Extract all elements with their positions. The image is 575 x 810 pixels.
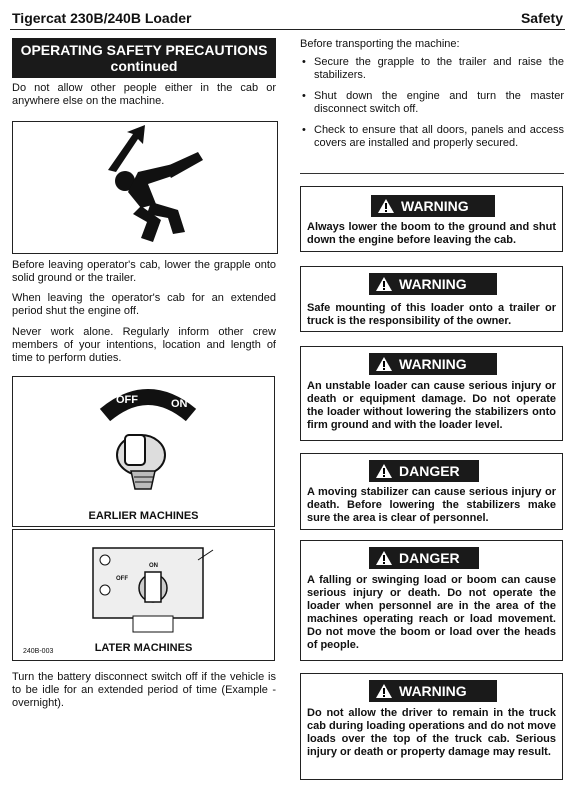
- danger-box: [300, 453, 563, 530]
- warning-box: [300, 673, 563, 780]
- warning-triangle-icon: [375, 356, 393, 372]
- section-heading-line2: continued: [110, 58, 178, 74]
- warning-box: [300, 346, 563, 441]
- paragraph-engine-off: When leaving the operator's cab for an extended period shut the engine off.: [12, 292, 276, 317]
- warning-triangle-icon: [375, 276, 393, 292]
- warning-box: [300, 186, 563, 252]
- notice-label: WARNING: [401, 198, 469, 214]
- warning-tag: [369, 353, 497, 375]
- danger-tag: [369, 547, 479, 569]
- later-on-label: ON: [149, 563, 158, 569]
- column-divider: [300, 173, 564, 174]
- danger-box: [300, 540, 563, 661]
- list-item: • Secure the grapple to the trailer and raise the stabilizers.: [300, 56, 564, 82]
- paragraph-never-alone: Never work alone. Regularly inform other crew members of your intentions, location and length of time to perform duties.: [12, 326, 276, 364]
- fall-hazard-figure: [12, 121, 278, 254]
- figure-caption-later: LATER MACHINES: [94, 642, 193, 654]
- notice-text: An unstable loader can cause serious injury or death or equipment damage. Do not operate the loader without lowering the stabilizers onto firm ground and with the loader level.: [307, 380, 556, 431]
- warning-triangle-icon: [377, 198, 395, 214]
- earlier-switch-figure: [12, 376, 275, 527]
- notice-text: Safe mounting of this loader onto a trailer or truck is the responsibility of the owner.: [307, 302, 556, 327]
- notice-label: DANGER: [399, 463, 460, 479]
- warning-triangle-icon: [375, 550, 393, 566]
- document-title: Tigercat 230B/240B Loader: [12, 10, 192, 26]
- section-heading: [12, 38, 276, 78]
- section-name: Safety: [520, 10, 563, 26]
- warning-tag: [371, 195, 495, 217]
- header-rule: [10, 29, 565, 30]
- paragraph-lower-grapple: Before leaving operator's cab, lower the grapple onto solid ground or the trailer.: [12, 259, 276, 284]
- notice-label: WARNING: [399, 276, 467, 292]
- notice-label: DANGER: [399, 550, 460, 566]
- list-item: • Check to ensure that all doors, panels and access covers are installed and properly secured.: [300, 124, 564, 150]
- warning-triangle-icon: [375, 683, 393, 699]
- transport-checklist: [300, 56, 564, 158]
- list-item: • Shut down the engine and turn the master disconnect switch off.: [300, 90, 564, 116]
- paragraph-battery-switch: Turn the battery disconnect switch off if the vehicle is to be idle for an extended period of time (Example - overnight).: [12, 671, 276, 709]
- notice-text: Do not allow the driver to remain in the truck cab during loading operations and do not move loads over the top of the truck cab. Serious injury or death or property damage may result.: [307, 707, 556, 758]
- notice-text: Always lower the boom to the ground and shut down the engine before leaving the cab.: [307, 221, 556, 246]
- notice-text: A moving stabilizer can cause serious injury or death. Before lowering the stabilizers make sure the area is clear of personnel.: [307, 486, 556, 524]
- warning-tag: [369, 680, 497, 702]
- battery-switch-later-icon: [13, 530, 274, 642]
- warning-triangle-icon: [375, 463, 393, 479]
- warning-tag: [369, 273, 497, 295]
- later-off-label: OFF: [116, 576, 128, 582]
- later-switch-figure: [12, 529, 275, 661]
- switch-off-label: OFF: [116, 394, 138, 406]
- section-heading-line1: OPERATING SAFETY PRECAUTIONS: [20, 42, 268, 58]
- switch-on-label: ON: [171, 398, 188, 410]
- battery-switch-icon: [13, 377, 274, 507]
- fall-hazard-icon: [13, 122, 277, 253]
- danger-tag: [369, 460, 479, 482]
- figure-number: 240B-003: [23, 648, 54, 655]
- notice-label: WARNING: [399, 356, 467, 372]
- paragraph-no-riders: Do not allow other people either in the cab or anywhere else on the machine.: [12, 82, 276, 107]
- notice-text: A falling or swinging load or boom can cause serious injury or death. Do not operate the loader when personnel are in the area of the machines operating reach or load movement. Do not move the boom or load over the heads of people.: [307, 574, 556, 651]
- figure-caption-earlier: EARLIER MACHINES: [88, 510, 199, 522]
- warning-box: [300, 266, 563, 332]
- transport-intro: Before transporting the machine:: [300, 38, 460, 50]
- notice-label: WARNING: [399, 683, 467, 699]
